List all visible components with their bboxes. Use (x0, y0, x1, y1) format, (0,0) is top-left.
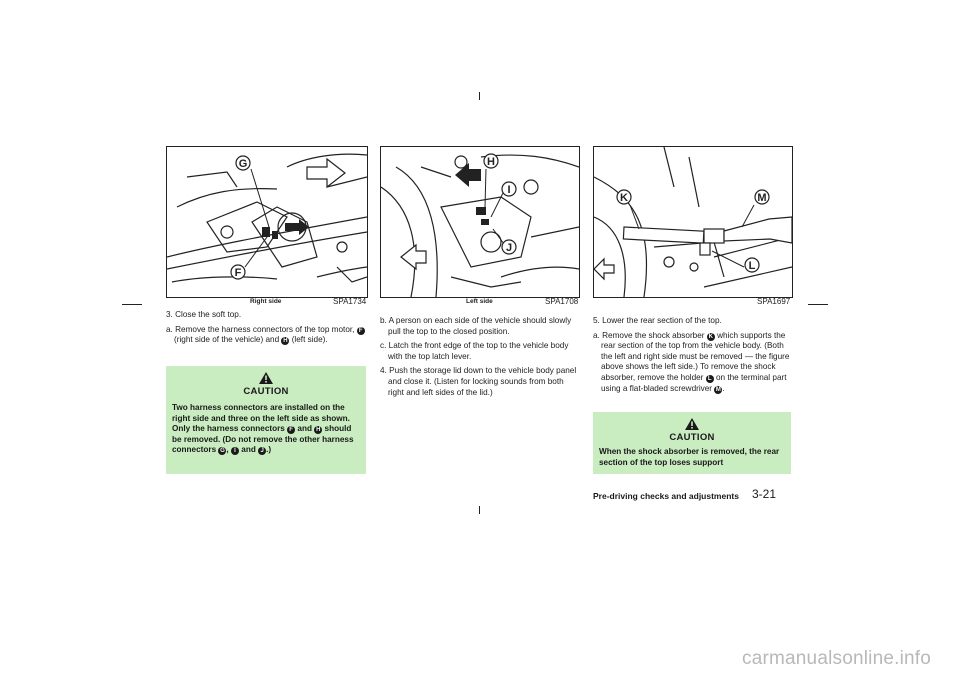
column-3-text (593, 316, 791, 398)
badge-k: K (708, 333, 713, 340)
column-2-text (380, 316, 578, 402)
badge-h: H (283, 338, 288, 345)
page-number: 3-21 (752, 487, 777, 501)
caution-box-1 (166, 366, 366, 474)
figure-code-spa1697: SPA1697 (757, 297, 791, 306)
step-3a: a. Remove the harness connectors of the top motor, F (right side of the vehicle) and H (left side). (166, 325, 366, 346)
badge-h: H (316, 427, 321, 433)
svg-text:K: K (620, 192, 628, 204)
figure-left-side (380, 146, 580, 298)
caution-title: CAUTION (243, 386, 289, 397)
warning-triangle-icon (685, 418, 699, 430)
figure-caption-right-side: Right side (250, 298, 282, 305)
svg-text:G: G (238, 158, 248, 170)
svg-text:J: J (505, 242, 513, 254)
column-1-text (166, 310, 366, 350)
caution-title: CAUTION (669, 432, 715, 443)
svg-text:H: H (487, 156, 495, 168)
footer-section-title: Pre-driving checks and adjustments (593, 491, 739, 501)
figure-code-spa1734: SPA1734 (333, 297, 367, 306)
step-c: c. Latch the front edge of the top to the vehicle body with the top latch lever. (380, 341, 569, 361)
engine-bay-illustration-left (381, 147, 579, 297)
watermark: carmanualsonline.info (742, 648, 932, 669)
caution-text: Two harness connectors are installed on the right side and three on the left side as shown. Only the harness connectors F and H should be removed. (Do not remove the other harness connectors G , I and J .) (172, 403, 354, 454)
crop-mark-right (808, 304, 828, 305)
caution-text: When the shock absorber is removed, the rear section of the top loses support (599, 447, 780, 467)
svg-text:M: M (757, 192, 767, 204)
step-4: 4. Push the storage lid down to the vehicle body panel and close it. (Listen for locking sounds from both right and left sides of the lid.) (380, 366, 577, 397)
crop-mark-left (122, 304, 142, 305)
warning-triangle-icon (259, 372, 273, 384)
badge-i: I (231, 447, 239, 455)
shock-absorber-illustration (594, 147, 792, 297)
engine-bay-illustration-right (167, 147, 367, 297)
crop-mark-bottom (479, 506, 480, 514)
badge-j: J (258, 447, 266, 455)
caution-box-2 (593, 412, 791, 474)
svg-text:L: L (748, 260, 756, 272)
badge-g: G (220, 448, 225, 454)
figure-right-side (166, 146, 368, 298)
figure-caption-left-side: Left side (466, 298, 493, 305)
badge-l: L (706, 375, 714, 383)
step-3: 3. Close the soft top. (166, 310, 242, 319)
badge-m: M (715, 386, 721, 393)
step-b: b. A person on each side of the vehicle should slowly pull the top to the closed position. (380, 316, 572, 336)
svg-text:I: I (507, 184, 511, 196)
badge-f: F (357, 327, 365, 335)
badge-f: F (287, 426, 295, 434)
figure-code-spa1708: SPA1708 (545, 297, 579, 306)
svg-text:F: F (234, 267, 242, 279)
crop-mark-top (479, 92, 480, 100)
step-5: 5. Lower the rear section of the top. (593, 316, 722, 325)
step-5a: a. Remove the shock absorber K which supports the rear section of the top from the vehicle body. (Both the left and right side must be removed — the figure above shows the left side.) To remove the shock absorber, remove the holder L on the terminal part using a flat-bladed screwdriver M . (593, 330, 790, 393)
figure-shock-absorber (593, 146, 793, 298)
